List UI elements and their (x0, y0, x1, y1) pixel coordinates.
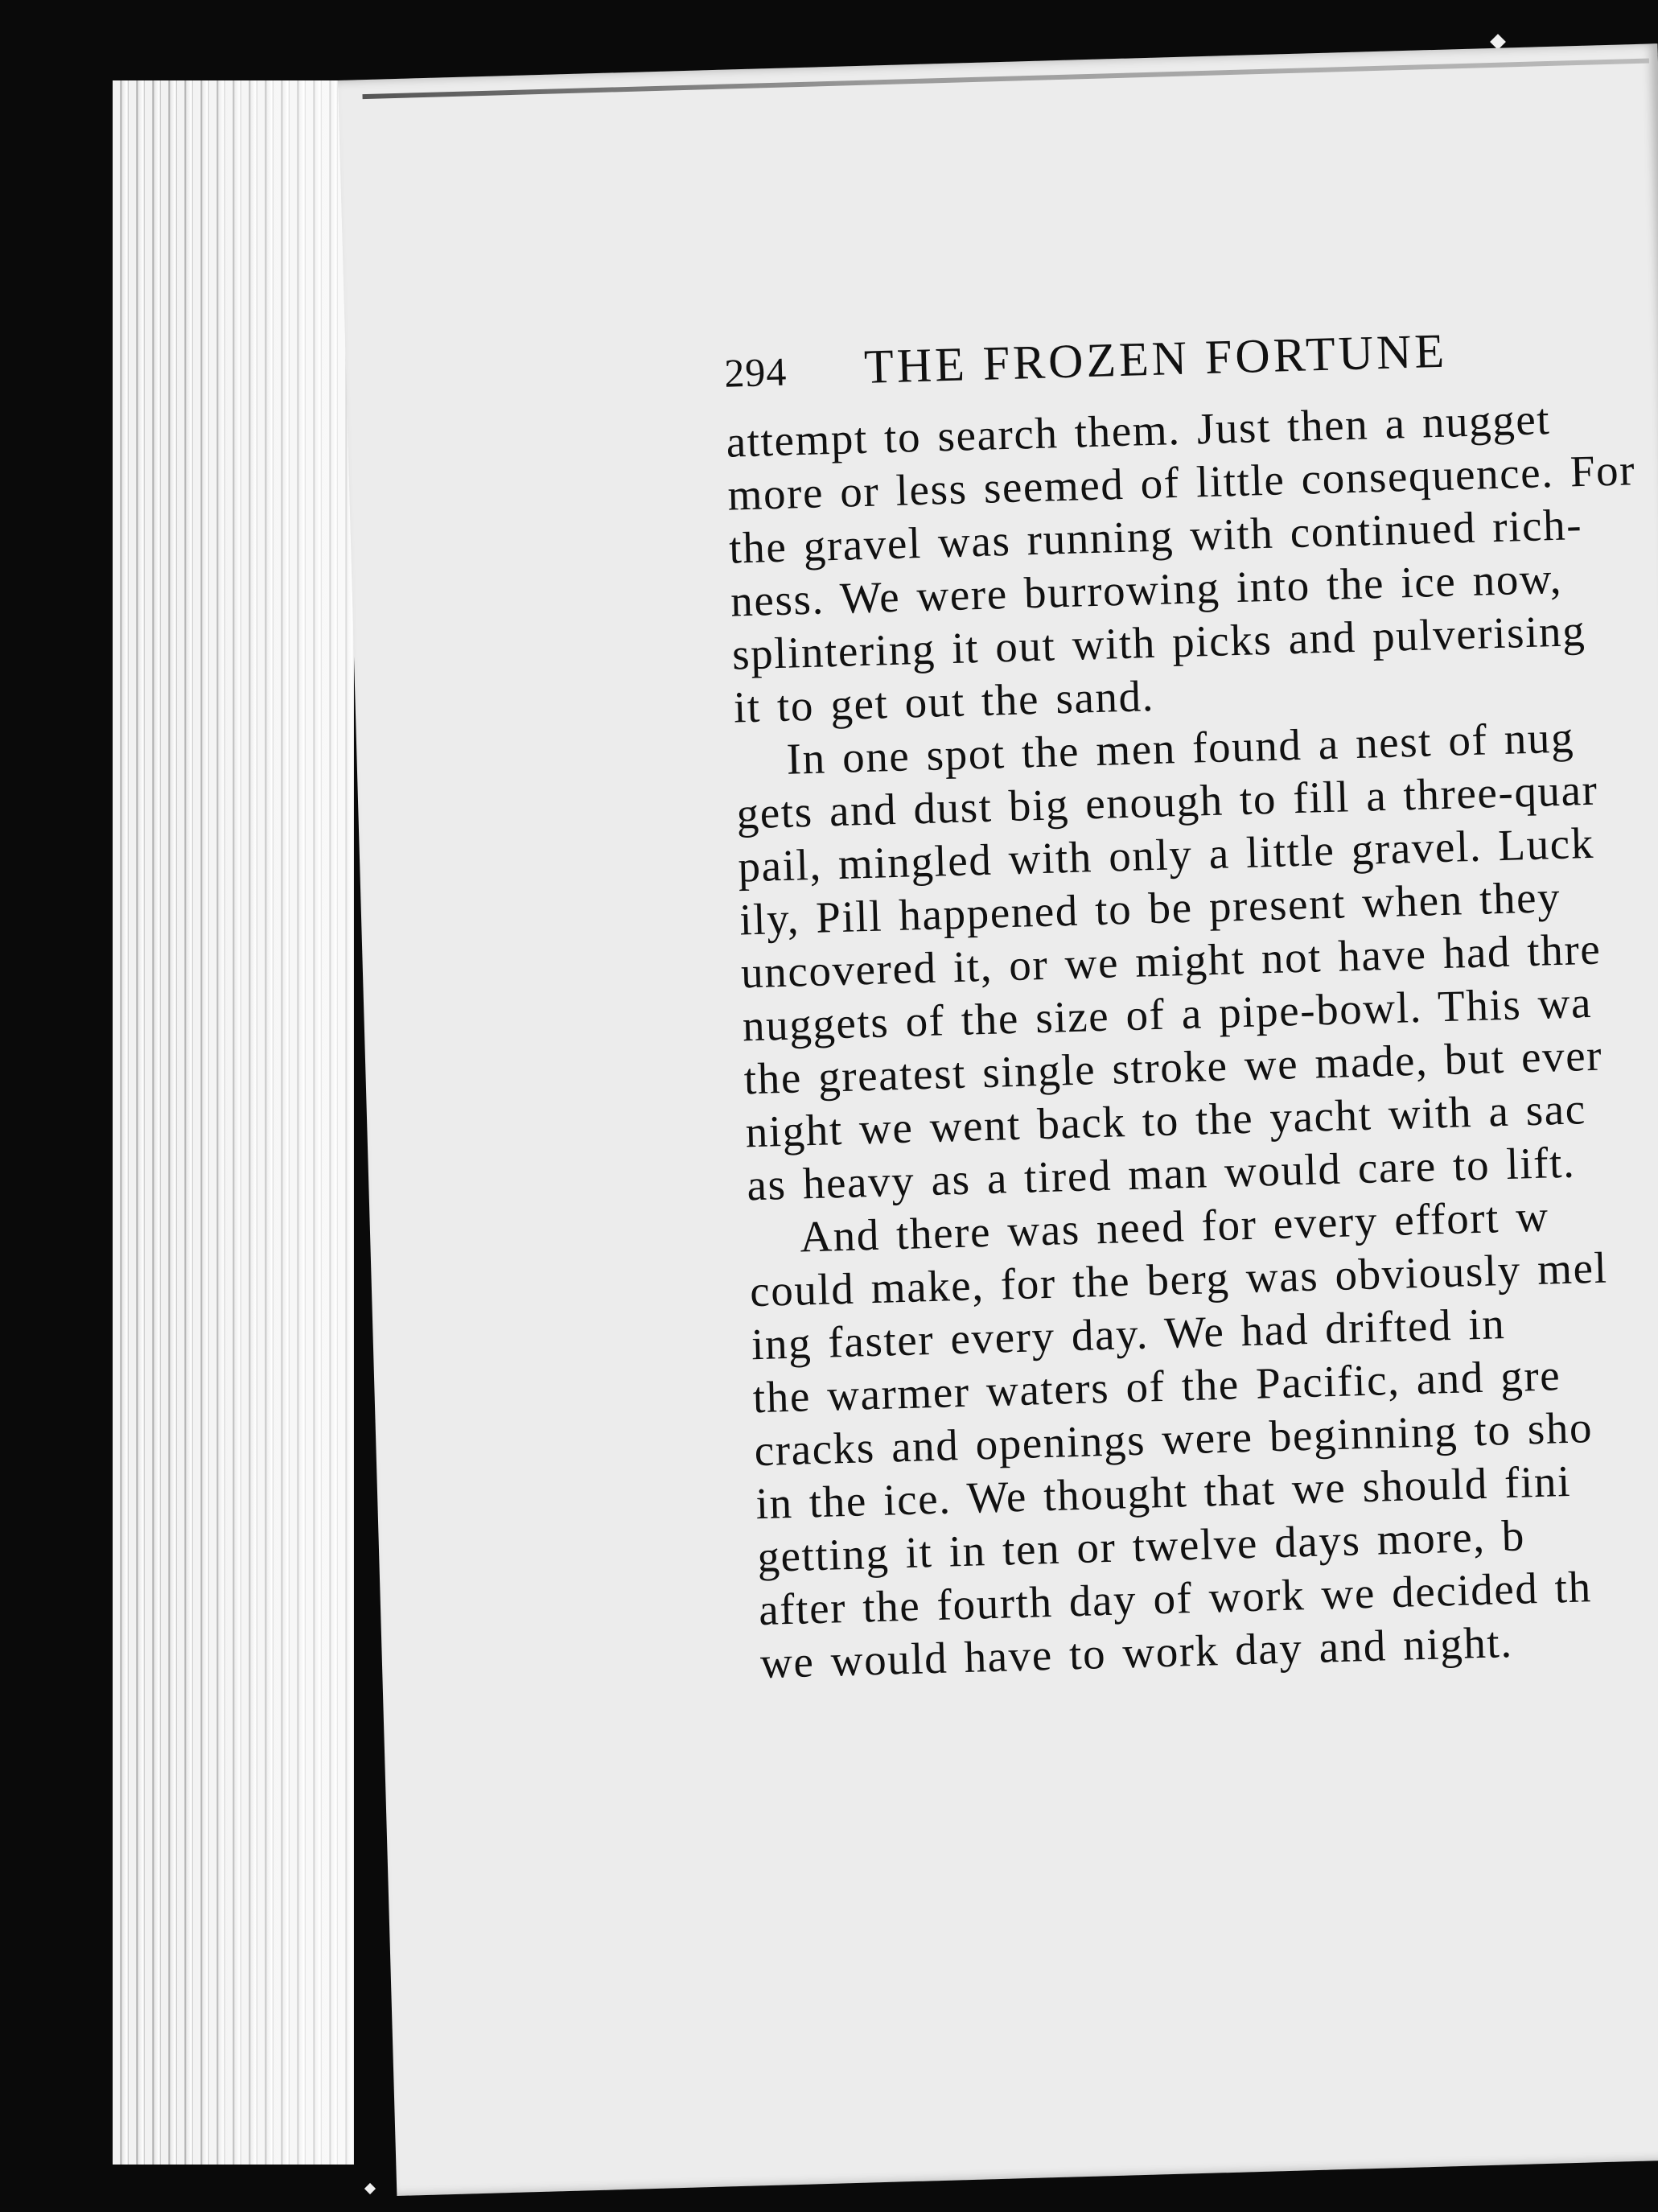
text-line: after the fourth day of work we decided th (758, 1562, 1593, 1635)
text-line: it to get out the sand. (733, 670, 1155, 732)
text-line: the warmer waters of the Pacific, and gre (752, 1350, 1562, 1423)
text-line: as heavy as a tired man would care to lift. (746, 1137, 1577, 1210)
text-line: the gravel was running with continued rich- (728, 500, 1583, 573)
text-line: ness. We were burrowing into the ice now, (730, 553, 1563, 626)
text-line: the greatest single stroke we made, but ever (743, 1030, 1603, 1104)
text-line: ily, Pill happened to be present when they (738, 871, 1561, 945)
text-line: pail, mingled with only a little gravel. Luck (737, 818, 1595, 892)
text-line: uncovered it, or we might not have had thre (740, 924, 1602, 998)
text-line: And there was need for every effort w (799, 1191, 1550, 1262)
scan-artifact-bottom (364, 2183, 376, 2194)
text-line: in the ice. We thought that we should fini (755, 1456, 1572, 1529)
paragraph-1 (726, 386, 1658, 734)
page-header (723, 316, 1658, 398)
running-title: THE FROZEN FORTUNE (863, 323, 1448, 393)
book-page (338, 43, 1658, 2196)
page-number: 294 (723, 348, 788, 396)
stacked-page-edges (113, 80, 354, 2165)
text-line: cracks and openings were beginning to sho (753, 1403, 1594, 1476)
paragraph-3 (747, 1183, 1658, 1690)
page-top-edge (362, 58, 1649, 99)
text-line: getting it in ten or twelve days more, b (756, 1510, 1526, 1582)
text-line: attempt to search them. Just then a nugget (725, 394, 1551, 467)
body-text (726, 386, 1658, 1690)
text-line: more or less seemed of little consequence. For (726, 445, 1636, 520)
text-line: nuggets of the size of a pipe-bowl. This wa (742, 977, 1593, 1051)
text-line: night we went back to the yacht with a sac (744, 1084, 1587, 1157)
text-line: ing faster every day. We had drifted in (751, 1299, 1507, 1370)
text-line: we would have to work day and night. (759, 1617, 1514, 1688)
text-line: gets and dust big enough to fill a three-quar (735, 764, 1599, 838)
paragraph-2 (734, 705, 1658, 1212)
text-line: In one spot the men found a nest of nug (785, 712, 1575, 784)
text-line: splintering it out with picks and pulverising (731, 605, 1586, 679)
text-line: could make, for the berg was obviously mel (749, 1242, 1609, 1316)
